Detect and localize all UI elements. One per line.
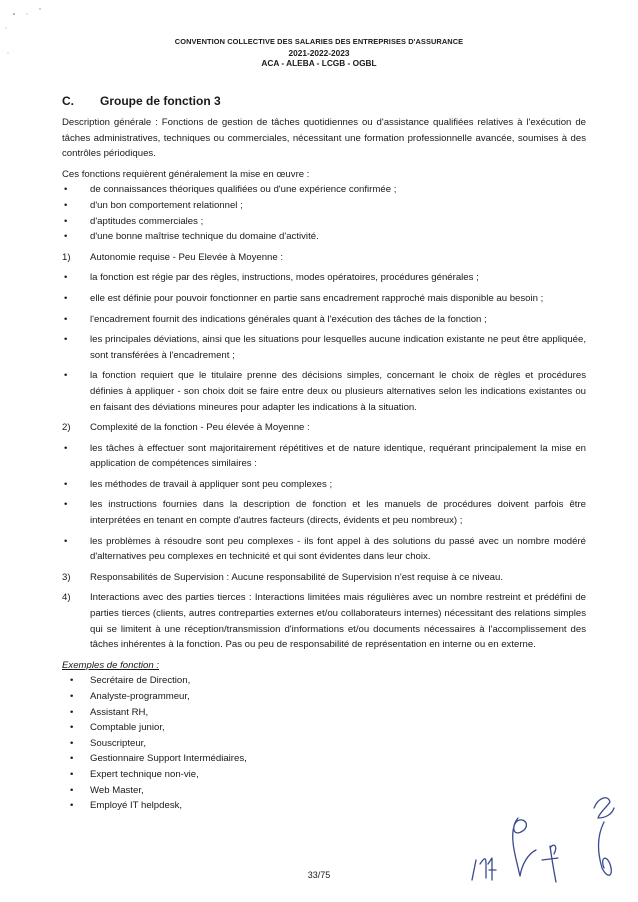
example-item: • Secrétaire de Direction, <box>70 675 191 687</box>
section-heading <box>62 94 221 108</box>
criterion-title: Complexité de la fonction - Peu élevée à Moyenne : <box>90 422 310 434</box>
complexity-bullets <box>62 441 586 565</box>
section-body <box>62 115 586 814</box>
requirements-list <box>62 182 586 244</box>
example-item: • Assistant RH, <box>70 706 149 718</box>
list-item: • les problèmes à résoudre sont peu complexes - ils font appel à des solutions du passé avec un nombre modéré d'alternatives peu complexes en technicité et qui sont évidentes dans leur choix. <box>64 535 586 563</box>
list-item: • la fonction requiert que le titulaire prenne des décisions simples, concernant le choix de règles et procédures définies à appliquer - son choix doit se faire entre deux ou plusieurs alternatives selon les indications existantes ou en faisant des déviations mineures pour adapter les indications à la situation. <box>64 370 586 413</box>
list-item: • les principales déviations, ainsi que les situations pour lesquelles aucune indication existante ne peut être appliquée, sont transférées à l'encadrement ; <box>64 334 586 361</box>
list-item: • l'encadrement fournit des indications générales quant à l'exécution des tâches de la fonction ; <box>64 313 487 325</box>
criterion-supervision: 3) Responsabilités de Supervision : Aucune responsabilité de Supervision n'est requise à ce niveau. <box>62 571 504 583</box>
example-item: • Web Master, <box>70 784 144 796</box>
requirement-item: • de connaissances théoriques qualifiées ou d'une expérience confirmée ; <box>64 184 397 196</box>
list-item: • la fonction est régie par des règles, instructions, modes opératoires, procédures générales ; <box>64 272 479 284</box>
requirement-item: • d'un bon comportement relationnel ; <box>64 199 243 211</box>
requirement-item: • d'une bonne maîtrise technique du domaine d'activité. <box>64 231 319 243</box>
criterion-autonomy: 1) Autonomie requise - Peu Elevée à Moyenne : <box>62 251 284 263</box>
criterion-title: Autonomie requise - Peu Elevée à Moyenne : <box>90 251 284 263</box>
initials-signature-2 <box>513 818 536 876</box>
criterion-interactions: 4) Interactions avec des parties tierces : Interactions limitées mais régulières avec un nombre restreint et prédéfini de parties tierces (clients, autres contreparties externes et/ou collaborateurs internes) nécessitant des relations simples qui se limitent à une réception/transmission d'informations et/ou documents nécessaires à l'accomplissement des tâches inhérentes à la fonction. Pas ou peu de responsabilité de représentation en interne ou en externe. <box>62 592 586 651</box>
example-item: • Employé IT helpdesk, <box>70 800 183 812</box>
header-convention-title: CONVENTION COLLECTIVE DES SALARIES DES ENTREPRISES D'ASSURANCE <box>174 37 464 46</box>
criterion-title: Interactions avec des parties tierces : Interactions limitées mais régulières avec un nombre restreint et prédéfini de parties tierces (clients, autres contreparties externes et/ou collaborateurs internes) nécessitant des relations simples qui se limitent à une réception/transmission d'informations et/ou documents nécessaires à l'accomplissement des tâches inhérentes à la fonction. Pas ou peu de responsabilité de représentation en interne ou en externe. <box>90 592 586 651</box>
header-years: 2021-2022-2023 <box>288 47 350 58</box>
section-title: Groupe de fonction 3 <box>100 94 221 108</box>
page-number: 33/75 <box>307 870 331 880</box>
requirement-item: • d'aptitudes commerciales ; <box>64 215 204 227</box>
criterion-title: Responsabilités de Supervision : Aucune responsabilité de Supervision n'est requise à ce niveau. <box>90 571 504 583</box>
example-item: • Comptable junior, <box>70 722 165 734</box>
example-item: • Expert technique non-vie, <box>70 768 199 780</box>
list-item: • elle est définie pour pouvoir fonctionner en partie sans encadrement rapproché mais disponible au besoin ; <box>64 292 544 304</box>
criterion-complexity: 2) Complexité de la fonction - Peu élevée à Moyenne : <box>62 422 310 434</box>
initials-signature-4 <box>594 798 614 876</box>
autonomy-bullets <box>62 270 586 415</box>
document-header <box>0 37 638 69</box>
example-item: • Analyste-programmeur, <box>70 691 190 702</box>
requirements-intro: Ces fonctions requièrent généralement la mise en œuvre : <box>62 168 310 180</box>
list-item: • les méthodes de travail à appliquer sont peu complexes ; <box>64 478 333 490</box>
example-item: • Gestionnaire Support Intermédiaires, <box>70 753 247 765</box>
examples-heading: Exemples de fonction : <box>62 659 160 671</box>
list-item: • les instructions fournies dans la description de fonction et les manuels de procédures doivent parfois être interprétées en tenant en compte d'autres facteurs (directs, évidents et peu nombreux) ; <box>64 499 586 527</box>
header-signatories: ACA - ALEBA - LCGB - OGBL <box>261 58 377 68</box>
list-item: • les tâches à effectuer sont majoritairement répétitives et de nature identique, requérant principalement la mise en application de compétences similaires : <box>64 442 586 470</box>
example-item: • Souscripteur, <box>70 737 146 749</box>
section-letter: C. <box>62 94 74 108</box>
general-description: Description générale : Fonctions de gestion de tâches quotidiennes ou d'assistance qualifiées relatives à l'exécution de tâches administratives, techniques ou commerciales, nécessitant une formation professionnelle avancée, soumises à des contrôles périodiques. <box>62 117 586 160</box>
